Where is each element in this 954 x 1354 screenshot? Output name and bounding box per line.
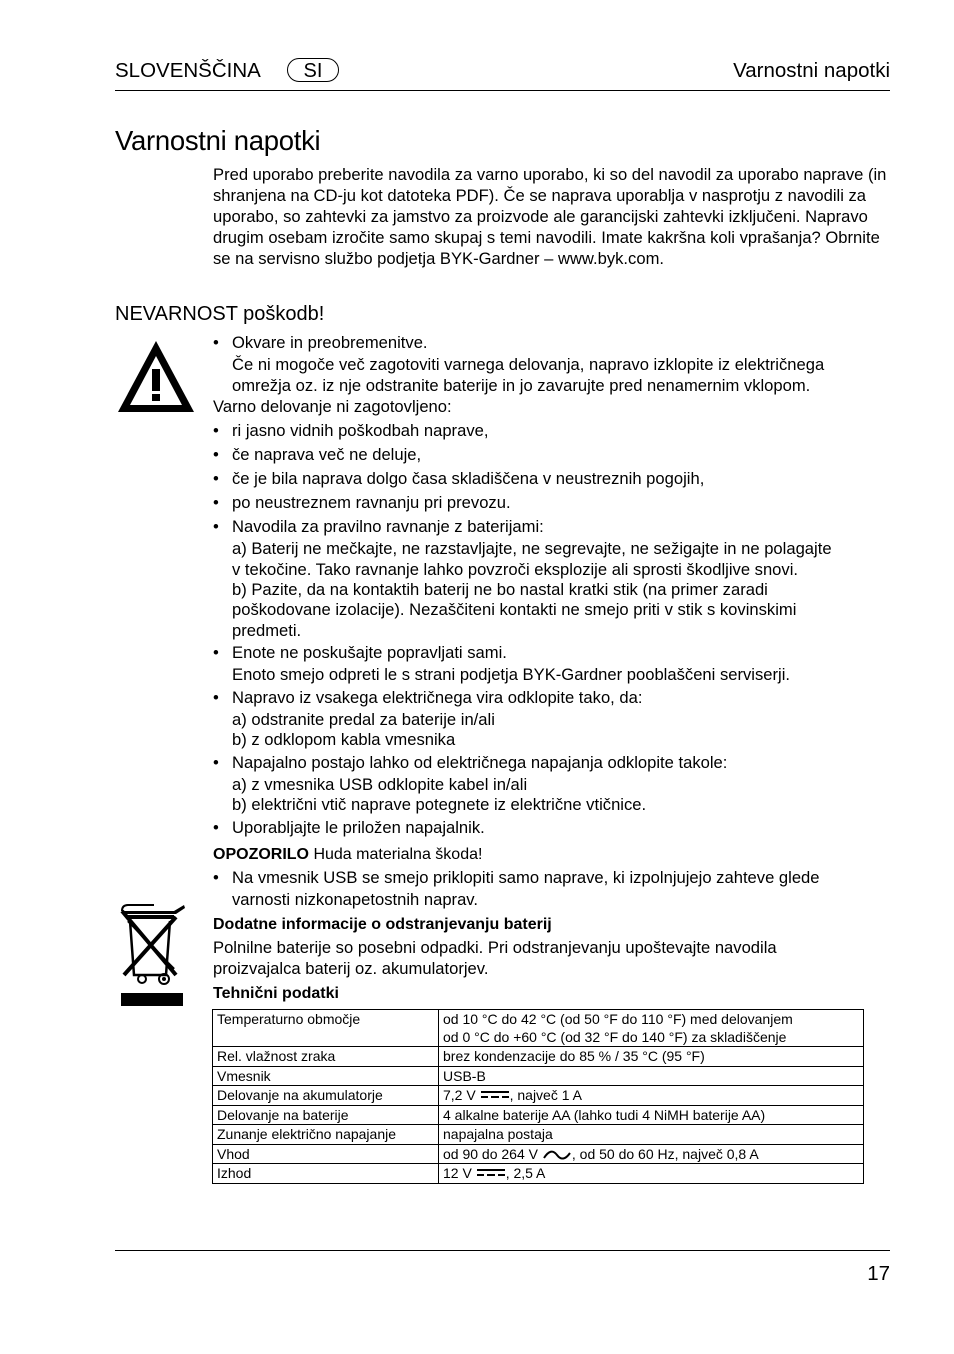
value-suffix: , 2,5 A [505,1165,546,1181]
warning-bullet-1-line2: varnosti nizkonapetostnih naprav. [232,890,478,909]
tech-data-table [212,1009,864,1184]
power-station-option-a: a) z vmesnika USB odklopite kabel in/ali [232,775,528,794]
tech-row-label: Zunanje električno napajanje [213,1125,439,1145]
tech-row-value: napajalna postaja [439,1125,864,1145]
battery-instruction-b-line2: poškodovane izolacije). Nezaščiteni kontakti ne smejo priti v stik s kovinskimi [232,600,797,619]
tech-row-value: 4 alkalne baterije AA (lahko tudi 4 NiMH baterije AA) [439,1105,864,1125]
tech-row-value: brez kondenzacije do 85 % / 35 °C (95 °F) [439,1047,864,1067]
tech-row-label: Delovanje na akumulatorje [213,1086,439,1106]
danger-bullet-2-text: ri jasno vidnih poškodbah naprave, [232,421,489,440]
disconnect-option-b: b) z odklopom kabla vmesnika [232,730,456,749]
tech-row-value [439,1144,864,1164]
value-prefix: 7,2 V [443,1087,480,1103]
warning-bullet-1-line1: Na vmesnik USB se smejo priklopiti samo naprave, ki izpolnjujejo zahteve glede [232,868,820,887]
power-station-option-b: b) električni vtič naprave potegnete iz električne vtičnice. [232,795,647,814]
value-prefix: 12 V [443,1165,476,1181]
danger-bullet-4-text: če je bila naprava dolgo časa skladiščena v neustreznih pogojih, [232,469,705,488]
disposal-text-line1: Polnilne baterije so posebni odpadki. Pri odstranjevanju upoštevajte navodila [213,938,777,957]
header-divider [115,90,890,91]
battery-instruction-b-line1: b) Pazite, da na kontaktih baterij ne bo nastal kratki stik (na primer zaradi [232,580,768,599]
direct-current-icon [476,1168,506,1178]
tech-row-label: Vhod [213,1144,439,1164]
header-language: SLOVENŠČINA [115,59,261,82]
danger-bullet-3-text: če naprava več ne deluje, [232,445,422,464]
warning-heading [213,845,482,865]
table-row [213,1125,864,1145]
disposal-heading: Dodatne informacije o odstranjevanju baterij [213,916,552,933]
battery-instruction-a-line2: v tekočine. Tako ravnanje lahko povzroči eksplozije ali sprosti škodljive snovi. [232,560,799,579]
battery-instruction-b-line3: predmeti. [232,621,302,640]
tech-row-label: Rel. vlažnost zraka [213,1047,439,1067]
tech-row-label: Izhod [213,1164,439,1184]
warning-heading-prefix: OPOZORILO [213,846,309,863]
table-row [213,1105,864,1125]
danger-bullet-8-text: Napravo iz vsakega električnega vira odklopite tako, da: [232,688,643,707]
warning-heading-rest: Huda materialna škoda! [309,846,483,863]
crossed-out-bin-icon [118,903,186,1007]
danger-heading: NEVARNOST poškodb! [115,303,325,325]
tech-row-value [439,1010,864,1047]
intro-paragraph: Pred uporabo preberite navodila za varno uporabo, ki so del navodil za uporabo naprave (in shranjena na CD-ju kot datoteka PDF). Če se naprava uporablja v nasprotju z navodili za uporabo, so zahtevki za jamstvo za proizvode ale garancijski zahtevki izključeni. Napravo drugim osebam izročite samo skupaj s temi navodili. Imate kakršna koli vprašanja? Obrnite se na servisno službo podjetja BYK-Gardner – www.byk.com. [213,165,887,268]
disposal-text-line2: proizvajalca baterij oz. akumulatorjev. [213,959,489,978]
direct-current-icon [480,1090,510,1100]
value-suffix: , največ 1 A [509,1087,582,1103]
header-section-title: Varnostni napotki [733,59,890,82]
unsafe-conditions-lead: Varno delovanje ni zagotovljeno: [213,397,452,416]
tech-row-value: USB-B [439,1066,864,1086]
temperature-storage: od 0 °C do +60 °C (od 32 °F do 140 °F) za skladiščenje [443,1028,787,1045]
language-code-badge: SI [287,58,339,82]
danger-bullet-1-text: Okvare in preobremenitve. [232,333,428,352]
tech-row-value [439,1086,864,1106]
table-row [213,1047,864,1067]
warning-triangle-icon [116,339,196,414]
table-row [213,1086,864,1106]
value-suffix: , od 50 do 60 Hz, največ 0,8 A [571,1145,759,1162]
page-title: Varnostni napotki [115,125,321,156]
tech-row-label: Temperaturno območje [213,1010,439,1047]
tech-row-value [439,1164,864,1184]
danger-bullet-7-text: Enote ne poskušajte popravljati sami. [232,643,507,662]
tech-data-heading: Tehnični podatki [213,985,339,1002]
disconnect-option-a: a) odstranite predal za baterije in/ali [232,710,495,729]
table-row [213,1010,864,1047]
danger-bullet-1-note-line2: omrežja oz. iz nje odstranite baterije in jo zavarujte pred nenamernim vklopom. [232,376,811,395]
page-number: 17 [867,1262,890,1285]
danger-bullet-10-text: Uporabljajte le priložen napajalnik. [232,818,485,837]
table-row [213,1144,864,1164]
danger-bullet-5-text: po neustreznem ravnanju pri prevozu. [232,493,511,512]
footer-divider [115,1250,890,1251]
danger-bullet-1-note-line1: Če ni mogoče več zagotoviti varnega delovanja, napravo izklopite iz električnega [232,355,825,374]
table-row [213,1066,864,1086]
temperature-operating: od 10 °C do 42 °C (od 50 °F do 110 °F) med delovanjem [443,1011,793,1027]
value-prefix: od 90 do 264 V [443,1145,542,1162]
danger-bullet-7-note: Enoto smejo odpreti le s strani podjetja BYK-Gardner pooblaščeni serviserji. [232,665,791,684]
tech-row-label: Delovanje na baterije [213,1105,439,1125]
danger-bullet-6-text: Navodila za pravilno ravnanje z baterijami: [232,517,544,536]
battery-instruction-a-line1: a) Baterij ne mečkajte, ne razstavljajte, ne segrevajte, ne sežigajte in ne polagajte [232,539,832,558]
tech-row-label: Vmesnik [213,1066,439,1086]
danger-bullet-9-text: Napajalno postajo lahko od električnega napajanja odklopite takole: [232,753,728,772]
alternating-current-icon [542,1148,572,1162]
table-row [213,1164,864,1184]
